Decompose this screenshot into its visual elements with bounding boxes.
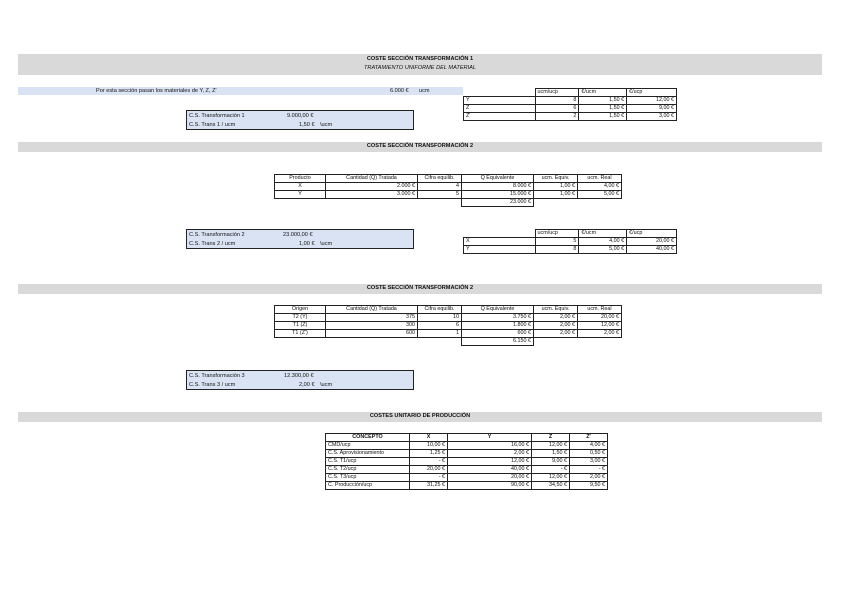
table-cell: 0,50 € <box>570 450 608 458</box>
table-cell: 2,00 € <box>534 314 578 322</box>
table-header: Producto <box>275 175 326 183</box>
table-row <box>326 474 608 482</box>
table-cell: 8 <box>535 97 579 105</box>
table-cell: 1,50 € <box>579 113 627 121</box>
table-cell: 2,00 € <box>578 330 622 338</box>
table-row <box>326 482 608 490</box>
table-cell: 15.000 € <box>462 191 534 199</box>
table-total: 23.000 € <box>462 199 534 207</box>
table-header: ucm. Equiv. <box>534 306 578 314</box>
section4-header <box>18 412 822 422</box>
table-cell: 2,00 € <box>534 330 578 338</box>
table-cell: 600 € <box>462 330 534 338</box>
table-header: Cantidad (Q) Tratada <box>326 175 418 183</box>
table-cell: 600 <box>326 330 418 338</box>
table-header: Cantidad (Q) Tratada <box>326 306 418 314</box>
table-cell: 8.000 € <box>462 183 534 191</box>
section1-title: COSTE SECCIÓN TRANSFORMACIÓN 1 <box>366 56 474 62</box>
table-header: ucm/ucp <box>535 230 579 238</box>
table-header: ucm. Real <box>578 306 622 314</box>
section3-header <box>18 284 822 294</box>
table-cell: 12,00 € <box>578 322 622 330</box>
table-header: ucm. Real <box>578 175 622 183</box>
table-cell: 40,00 € <box>448 466 532 474</box>
table-header: Z' <box>570 434 608 442</box>
table-cell: 1,25 € <box>410 450 448 458</box>
table-cell: 4 <box>418 183 462 191</box>
table-cell: 2 <box>535 113 579 121</box>
table-cell: 20,00 € <box>448 474 532 482</box>
table-cell: 1,50 € <box>579 105 627 113</box>
table-header: Y <box>448 434 532 442</box>
table-cell: 16,00 € <box>448 442 532 450</box>
table-cell: Y <box>275 191 326 199</box>
table-cell: 5 <box>418 191 462 199</box>
box3-row2-label: C.S. Trans 3 / ucm <box>189 382 236 388</box>
table-cell: 3.750 € <box>462 314 534 322</box>
pass-materials-text: Por esta sección pasan los materiales de Y, Z, Z' <box>96 88 217 94</box>
table-cell: Y <box>464 97 536 105</box>
table-header: €/ucp <box>627 230 677 238</box>
section3-title: COSTE SECCIÓN TRANSFORMACIÓN 2 <box>366 285 474 291</box>
cs-transformacion-3-box <box>186 370 414 390</box>
table-total-row <box>275 338 622 346</box>
table-header-row <box>464 230 677 238</box>
table-cell: 3,00 € <box>570 458 608 466</box>
section4-title: COSTES UNITARIO DE PRODUCCIÓN <box>369 413 471 419</box>
table-header-row <box>275 175 622 183</box>
table-row <box>275 330 622 338</box>
table-cell: 2,00 € <box>448 450 532 458</box>
table-cell: Z' <box>464 113 536 121</box>
box2-row1-label: C.S. Transformación 2 <box>189 232 245 238</box>
unit-cost-table <box>325 433 608 490</box>
table-header: Q Equivalente <box>462 175 534 183</box>
box2-row2-label: C.S. Trans 2 / ucm <box>189 241 236 247</box>
table-cell: Y <box>464 246 536 254</box>
table-cell: 31,25 € <box>410 482 448 490</box>
table-cell: 1,00 € <box>534 183 578 191</box>
table-row <box>464 105 677 113</box>
table-cell: 34,50 € <box>532 482 570 490</box>
table-cell: - € <box>532 466 570 474</box>
table-cell: 1,50 € <box>532 450 570 458</box>
table-header: Origen <box>275 306 326 314</box>
section1-ucp-table <box>463 88 677 121</box>
section2-header <box>18 142 822 152</box>
table-header: €/ucm <box>579 230 627 238</box>
table-cell: - € <box>410 474 448 482</box>
table-header: ucm/ucp <box>535 89 579 97</box>
table-row <box>464 97 677 105</box>
table-cell: 3,00 € <box>627 113 677 121</box>
table-cell: - € <box>570 466 608 474</box>
table-header: CONCEPTO <box>326 434 410 442</box>
section2-table <box>274 174 622 207</box>
table-cell: C. Producción/ucp <box>326 482 410 490</box>
table-total-row <box>275 199 622 207</box>
table-cell: 9,00 € <box>532 458 570 466</box>
table-header: Q Equivalente <box>462 306 534 314</box>
table-header: X <box>410 434 448 442</box>
cs-transformacion-2-box <box>186 229 414 249</box>
table-cell: 20,00 € <box>410 466 448 474</box>
box1-row1-label: C.S. Transformación 1 <box>189 113 245 119</box>
table-cell: 90,00 € <box>448 482 532 490</box>
table-header: €/ucm <box>579 89 627 97</box>
table-header-blank <box>464 89 536 97</box>
table-cell: 4,00 € <box>578 183 622 191</box>
table-cell: 12,00 € <box>448 458 532 466</box>
table-cell: 8 <box>535 246 579 254</box>
table-cell: 40,00 € <box>627 246 677 254</box>
pass-materials-unit: ucm <box>419 88 430 94</box>
section1-subtitle: TRATAMIENTO UNIFORME DEL MATERIAL <box>364 65 476 71</box>
table-cell: 375 <box>326 314 418 322</box>
table-cell: 6 <box>418 322 462 330</box>
table-cell: 6 <box>535 105 579 113</box>
box1-row1-value: 9.000,00 € <box>287 113 314 119</box>
table-cell: 5,00 € <box>578 191 622 199</box>
table-cell: 9,00 € <box>627 105 677 113</box>
table-cell: 4,00 € <box>579 238 627 246</box>
table-cell: CMD/ucp <box>326 442 410 450</box>
table-row <box>275 183 622 191</box>
table-cell: 1,00 € <box>534 191 578 199</box>
table-header-row <box>275 306 622 314</box>
box3-row2-value: 2,00 € <box>299 382 315 388</box>
table-cell: 10,00 € <box>410 442 448 450</box>
section3-table <box>274 305 622 346</box>
table-cell: T2 (Y) <box>275 314 326 322</box>
table-cell: 300 <box>326 322 418 330</box>
table-cell: 1,50 € <box>579 97 627 105</box>
table-cell: T1 (Z') <box>275 330 326 338</box>
table-header-row <box>464 89 677 97</box>
table-cell: 1 <box>418 330 462 338</box>
table-header-row <box>326 434 608 442</box>
table-cell: 5,00 € <box>579 246 627 254</box>
table-row <box>275 314 622 322</box>
table-cell: C.S. T2/ucp <box>326 466 410 474</box>
table-cell: C.S. T1/ucp <box>326 458 410 466</box>
table-cell: 2,00 € <box>534 322 578 330</box>
table-row <box>464 113 677 121</box>
table-row <box>326 450 608 458</box>
table-cell: 20,00 € <box>578 314 622 322</box>
table-cell: 2.000 € <box>326 183 418 191</box>
table-row <box>275 322 622 330</box>
section2-ucp-table <box>463 229 677 254</box>
table-row <box>464 246 677 254</box>
table-cell: Z <box>464 105 536 113</box>
pass-materials-amount: 6.000 € <box>390 88 409 94</box>
cs-transformacion-1-box <box>186 110 414 130</box>
box2-row2-unit: \ucm <box>320 241 333 247</box>
table-cell: 12,00 € <box>532 474 570 482</box>
box3-row1-label: C.S. Transformación 3 <box>189 373 245 379</box>
table-total: 6.150 € <box>462 338 534 346</box>
table-cell: 12,00 € <box>627 97 677 105</box>
table-cell: 2,00 € <box>570 474 608 482</box>
table-row <box>464 238 677 246</box>
table-cell: 3.000 € <box>326 191 418 199</box>
table-header: ucm. Equiv. <box>534 175 578 183</box>
table-cell: 20,00 € <box>627 238 677 246</box>
box2-row1-value: 23.000,00 € <box>283 232 313 238</box>
box1-row2-label: C.S. Trans 1 / ucm <box>189 122 236 128</box>
table-cell: 12,00 € <box>532 442 570 450</box>
table-cell: 1.800 € <box>462 322 534 330</box>
box1-row2-value: 1,50 € <box>299 122 315 128</box>
section1-header <box>18 54 822 75</box>
table-cell: 9,50 € <box>570 482 608 490</box>
table-cell: X <box>275 183 326 191</box>
table-cell: 5 <box>535 238 579 246</box>
table-cell: 4,00 € <box>570 442 608 450</box>
box3-row1-value: 12.300,00 € <box>284 373 314 379</box>
table-cell: 10 <box>418 314 462 322</box>
table-header: Cifra equilib. <box>418 175 462 183</box>
table-row <box>275 191 622 199</box>
table-row <box>326 466 608 474</box>
table-cell: X <box>464 238 536 246</box>
table-header: Cifra equilib. <box>418 306 462 314</box>
table-cell: T1 (Z) <box>275 322 326 330</box>
pass-materials-bar <box>18 87 463 95</box>
section2-title: COSTE SECCIÓN TRANSFORMACIÓN 2 <box>366 143 474 149</box>
table-row <box>326 442 608 450</box>
table-cell: - € <box>410 458 448 466</box>
table-cell: C.S. Aprovisionamiento <box>326 450 410 458</box>
box3-row2-unit: \ucm <box>320 382 333 388</box>
table-cell: C.S. T3/ucp <box>326 474 410 482</box>
table-header: €/ucp <box>627 89 677 97</box>
box1-row2-unit: \ucm <box>320 122 333 128</box>
table-row <box>326 458 608 466</box>
table-header: Z <box>532 434 570 442</box>
box2-row2-value: 1,00 € <box>299 241 315 247</box>
